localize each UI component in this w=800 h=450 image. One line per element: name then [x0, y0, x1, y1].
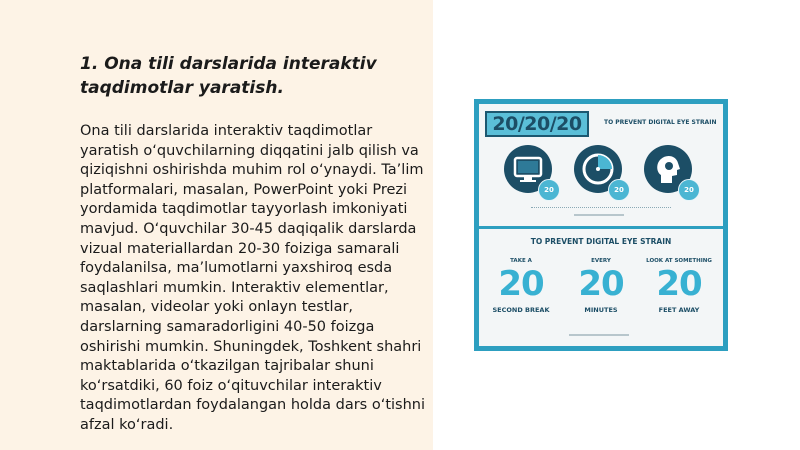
- infographic-fine-print-bar: [574, 214, 624, 216]
- monitor-icon-group: [504, 145, 556, 197]
- infographic-top-caption: TO PREVENT DIGITAL EYE STRAIN: [604, 119, 717, 126]
- infographic-column-every: [561, 257, 641, 314]
- column-top-label: EVERY: [591, 258, 611, 264]
- infographic-column-look: [639, 257, 719, 314]
- infographic-column-take: [481, 257, 561, 314]
- column-bottom-label: MINUTES: [584, 306, 618, 314]
- infographic-top-section: [479, 104, 723, 224]
- infographic-divider: [479, 226, 723, 229]
- column-top-label: TAKE A: [510, 258, 532, 264]
- column-top-label: LOOK AT SOMETHING: [646, 258, 712, 264]
- column-bottom-label: SECOND BREAK: [492, 306, 550, 314]
- column-number: 20: [656, 264, 702, 304]
- head-badge: 20: [678, 179, 700, 201]
- infographic-bottom-caption: TO PREVENT DIGITAL EYE STRAIN: [530, 237, 672, 246]
- slide-title: 1. Ona tili darslarida interaktiv taqdimotlar yaratish.: [80, 54, 377, 98]
- infographic-panel: [479, 104, 723, 346]
- column-number: 20: [498, 264, 544, 304]
- infographic-image: [474, 99, 728, 351]
- clock-badge: 20: [608, 179, 630, 201]
- clock-icon-group: [574, 145, 626, 197]
- infographic-fine-print-line: [531, 207, 671, 211]
- infographic-footer-bar: [569, 334, 629, 336]
- infographic-badge: 20/20/20: [485, 111, 589, 137]
- column-number: 20: [578, 264, 624, 304]
- column-bottom-label: FEET AWAY: [658, 306, 700, 314]
- head-icon-group: [644, 145, 696, 197]
- monitor-badge: 20: [538, 179, 560, 201]
- slide-body-text: Ona tili darslarida interaktiv taqdimotlar yaratish o‘quvchilarning diqqatini jalb qilish va qiziqishni oshirishda muhim rol o‘ynaydi. Ta’lim platformalari, masalan, PowerPoint yoki Prezi yordamida taqdimotlar tayyorlash imkoniyati mavjud. O‘quvchilar 30-45 daqiqalik darslarda vizual materiallardan 20-30 foiziga samarali foydalanilsa, ma’lumotlarni yaxshiroq esda saqlashlari mumkin. Interaktiv elementlar, masalan, videolar yoki onlayn testlar, darslarning samaradorligini 40-50 foizga oshirishi mumkin. Shuningdek, Toshkent shahri maktablarida o‘tkazilgan tajribalar shuni ko‘rsatdiki, 60 foiz o‘qituvchilar interaktiv taqdimotlardan foydalangan holda dars o‘tishni afzal ko‘radi.: [80, 123, 425, 433]
